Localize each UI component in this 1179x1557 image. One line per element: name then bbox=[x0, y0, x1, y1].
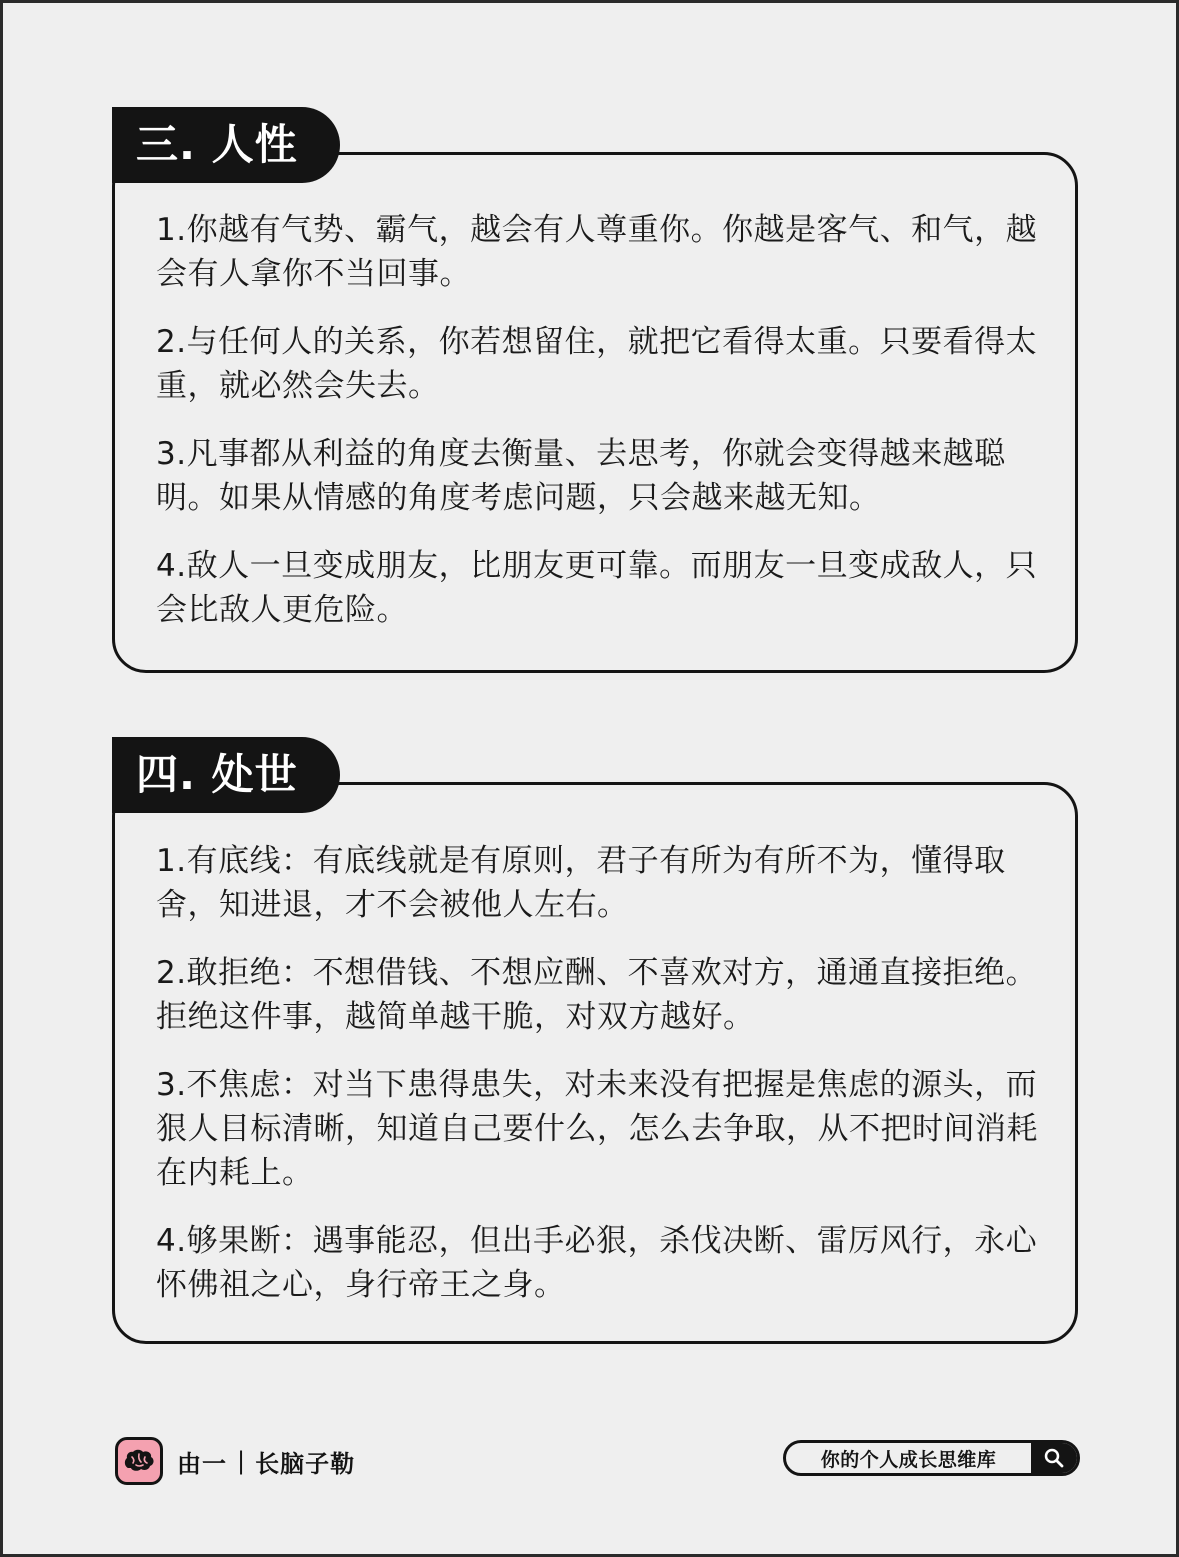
section-conduct bbox=[112, 737, 1078, 1344]
list-item: 3.不焦虑：对当下患得患失，对未来没有把握是焦虑的源头，而狠人目标清晰，知道自己要什么，怎么去争取，从不把时间消耗在内耗上。 bbox=[156, 1067, 1038, 1191]
brand-separator: | bbox=[237, 1447, 246, 1475]
search-icon[interactable] bbox=[1031, 1443, 1077, 1473]
section-heading: 四. 处世 bbox=[112, 737, 340, 813]
search-text: 你的个人成长思维库 bbox=[820, 1448, 997, 1471]
section-human-nature bbox=[112, 107, 1078, 673]
list-item: 3.凡事都从利益的角度去衡量、去思考，你就会变得越来越聪明。如果从情感的角度考虑问题，只会越来越无知。 bbox=[156, 436, 1006, 516]
section-heading: 三. 人性 bbox=[112, 107, 340, 183]
list-item: 1.你越有气势、霸气，越会有人尊重你。你越是客气、和气，越会有人拿你不当回事。 bbox=[156, 212, 1038, 292]
item-list bbox=[156, 208, 1038, 656]
list-item: 1.有底线：有底线就是有原则，君子有所为有所不为，懂得取舍，知进退，才不会被他人左右。 bbox=[156, 843, 1006, 923]
brand-prefix: 由一 bbox=[177, 1449, 227, 1478]
brain-icon bbox=[115, 1437, 163, 1485]
list-item: 2.敢拒绝：不想借钱、不想应酬、不喜欢对方，通通直接拒绝。拒绝这件事，越简单越干脆，对双方越好。 bbox=[156, 955, 1038, 1035]
list-item: 4.够果断：遇事能忍，但出手必狠，杀伐决断、雷厉风行，永心怀佛祖之心，身行帝王之身。 bbox=[156, 1223, 1038, 1303]
list-item: 4.敌人一旦变成朋友，比朋友更可靠。而朋友一旦变成敌人，只会比敌人更危险。 bbox=[156, 548, 1038, 628]
item-list bbox=[156, 839, 1038, 1331]
brand-name: 长脑子勒 bbox=[255, 1449, 356, 1478]
list-item: 2.与任何人的关系，你若想留住，就把它看得太重。只要看得太重，就必然会失去。 bbox=[156, 324, 1038, 404]
search-bar[interactable] bbox=[783, 1440, 1080, 1476]
footer-brand bbox=[115, 1435, 355, 1487]
